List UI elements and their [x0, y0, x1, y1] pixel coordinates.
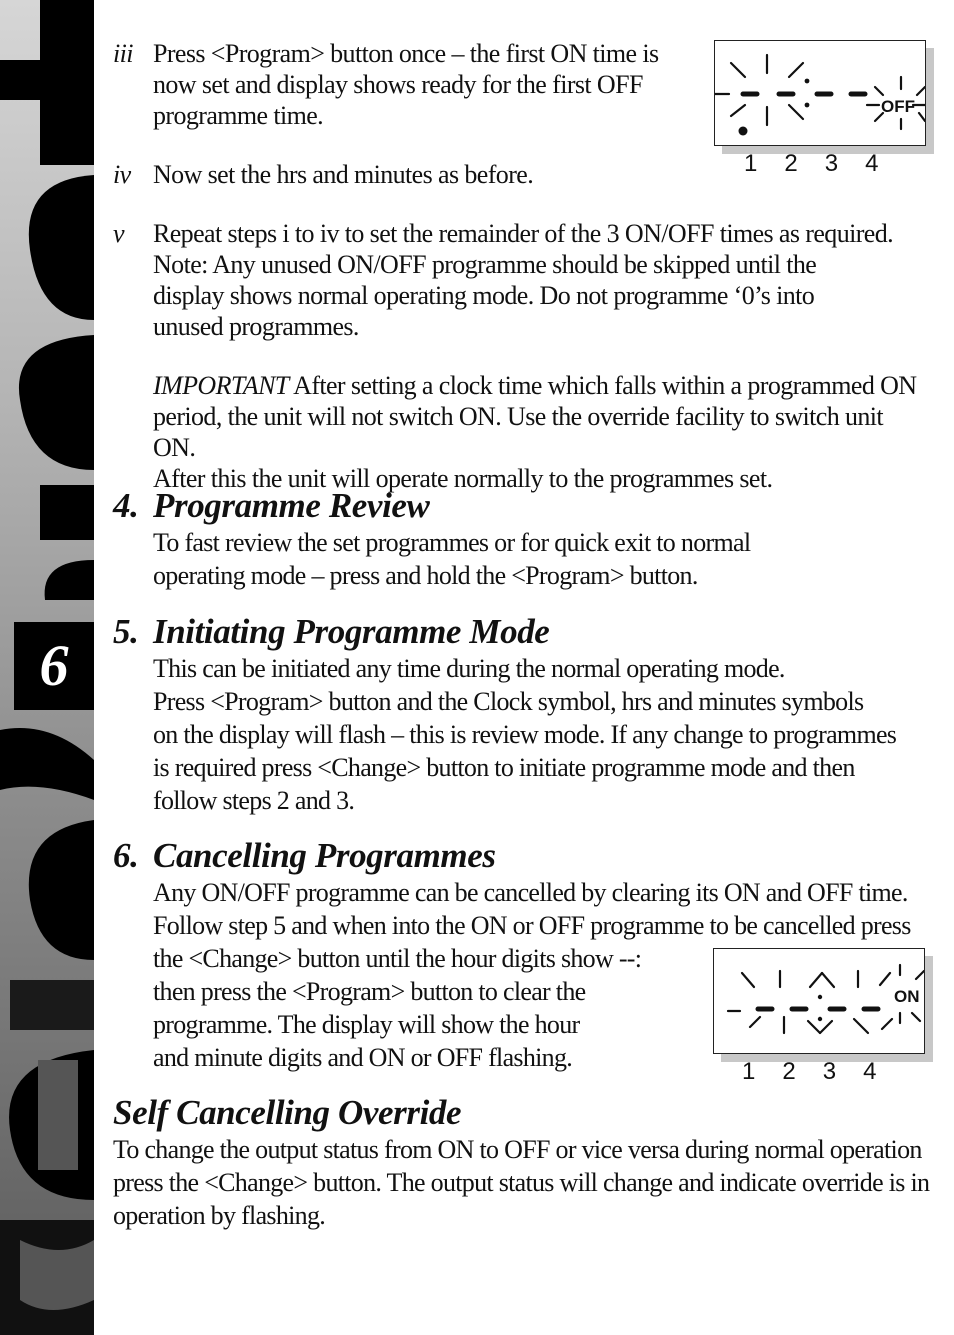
- program-label: 2: [782, 1058, 796, 1085]
- body-line: is required press <Change> button to initiate programme mode and then: [153, 753, 855, 782]
- lcd-status-indicator: ON: [894, 987, 920, 1006]
- step-line: Press <Program> button once – the first ON time is: [153, 39, 659, 68]
- program-label: 3: [824, 150, 839, 177]
- section-number: 4.: [113, 486, 139, 525]
- body-line: on the display will flash – this is review mode. If any change to programmes: [153, 720, 897, 749]
- program-label: 3: [822, 1058, 837, 1085]
- section-number: 5.: [113, 612, 139, 651]
- step-line: Repeat steps i to iv to set the remainder of the 3 ON/OFF times as required.: [153, 219, 894, 248]
- step-line: Note: Any unused ON/OFF programme should be skipped until the: [153, 250, 817, 279]
- important-label: IMPORTANT: [153, 371, 289, 400]
- lcd-display-off: [714, 40, 926, 146]
- section-body-initiating-programme-mode: [153, 652, 928, 817]
- section-heading-self-cancelling-override: [113, 1093, 461, 1133]
- section-title: Programme Review: [153, 486, 430, 525]
- body-line: programme. The display will show the hour: [153, 1010, 580, 1039]
- body-line: operation by flashing.: [113, 1201, 326, 1230]
- section-body-self-cancelling-override: [113, 1133, 933, 1232]
- section-heading-cancelling-programmes: [113, 836, 496, 876]
- lcd-program-labels: [742, 1058, 876, 1086]
- section-number: 6.: [113, 836, 139, 875]
- important-line: After this the unit will operate normally to the programmes set.: [153, 464, 773, 493]
- section-body-programme-review: [153, 526, 913, 592]
- section-title: Initiating Programme Mode: [153, 612, 550, 651]
- important-line: period, the unit will not switch ON. Use the override facility to switch unit ON.: [153, 402, 884, 462]
- body-line: and minute digits and ON or OFF flashing.: [153, 1043, 573, 1072]
- section-title: Cancelling Programmes: [153, 836, 496, 875]
- program-label: 4: [863, 1058, 877, 1085]
- lcd-segments: [715, 41, 925, 145]
- body-line: To fast review the set programmes or for quick exit to normal: [153, 528, 751, 557]
- body-line: follow steps 2 and 3.: [153, 786, 355, 815]
- page-number: 6: [14, 622, 94, 710]
- body-line: the <Change> button until the hour digits show --:: [153, 944, 642, 973]
- lcd-status-indicator: OFF: [881, 97, 915, 116]
- section-heading-initiating-programme-mode: [113, 612, 549, 652]
- step-line: unused programmes.: [153, 312, 359, 341]
- step-numeral: iii: [113, 39, 133, 68]
- step-numeral: v: [113, 219, 124, 248]
- body-line: This can be initiated any time during the normal operating mode.: [153, 654, 785, 683]
- section-heading-programme-review: [113, 486, 429, 526]
- lcd-display-on: [713, 948, 925, 1054]
- step-line: Now set the hrs and minutes as before.: [153, 160, 534, 189]
- body-line: To change the output status from ON to OFF or vice versa during normal operation: [113, 1135, 922, 1164]
- step-line: now set and display shows ready for the first OFF: [153, 70, 643, 99]
- program-label: 1: [742, 1058, 756, 1085]
- body-line: press the <Change> button. The output status will change and indicate override is in: [113, 1168, 930, 1197]
- step-line: programme time.: [153, 101, 324, 130]
- body-line: operating mode – press and hold the <Program> button.: [153, 561, 698, 590]
- lcd-program-labels: [744, 150, 878, 178]
- lcd-segments: [714, 949, 924, 1053]
- important-line: After setting a clock time which falls within a programmed ON: [288, 371, 917, 400]
- program-label: 4: [865, 150, 879, 177]
- body-line: Press <Program> button and the Clock symbol, hrs and minutes symbols: [153, 687, 864, 716]
- program-label: 2: [784, 150, 798, 177]
- body-line: Follow step 5 and when into the ON or OFF programme to be cancelled press: [153, 911, 911, 940]
- body-line: Any ON/OFF programme can be cancelled by clearing its ON and OFF time.: [153, 878, 908, 907]
- step-line: display shows normal operating mode. Do not programme ‘0’s into: [153, 281, 815, 310]
- body-line: then press the <Program> button to clear the: [153, 977, 586, 1006]
- decorative-sidebar: [0, 0, 94, 1335]
- program-label: 1: [744, 150, 758, 177]
- step-numeral: iv: [113, 160, 131, 189]
- section-title: Self Cancelling Override: [113, 1093, 462, 1132]
